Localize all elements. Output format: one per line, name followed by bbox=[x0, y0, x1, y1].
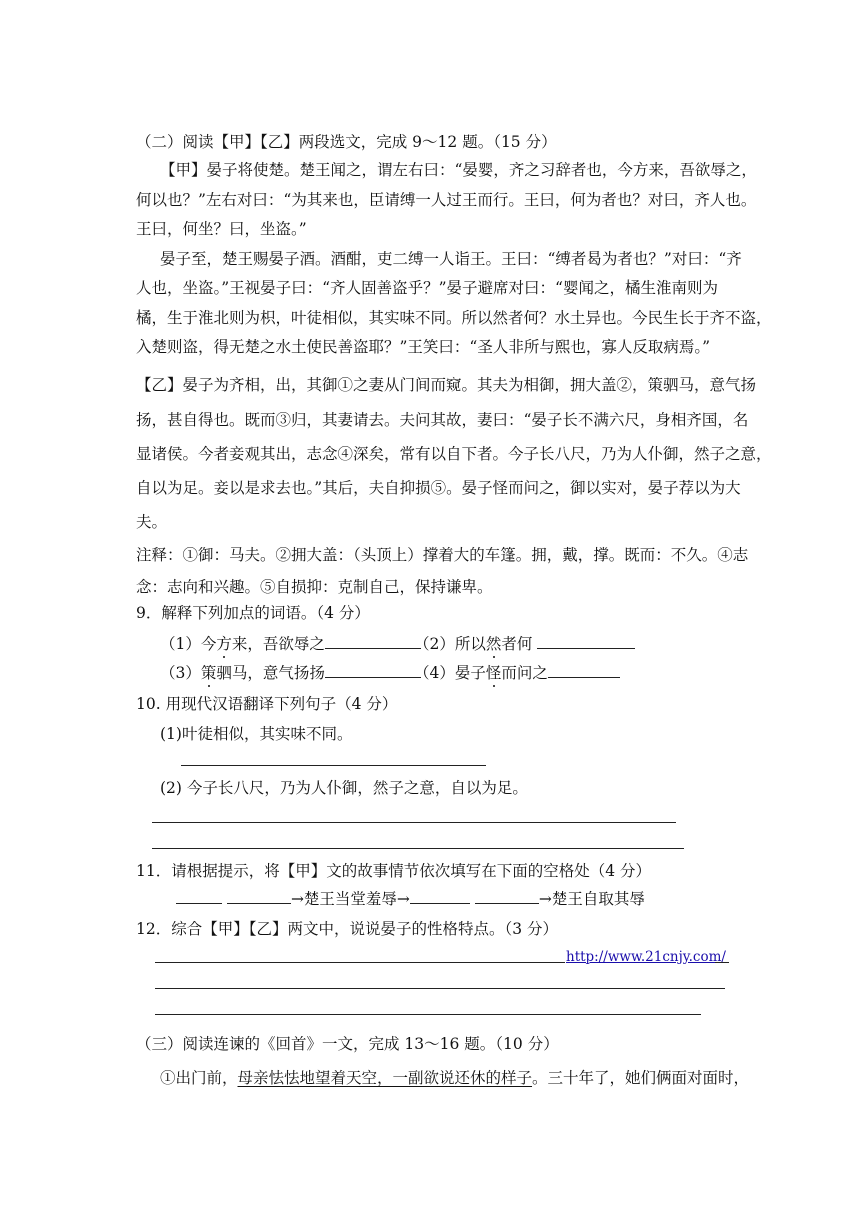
underlined-sentence: 母亲怯怯地望着天空，一副欲说还休的样子 bbox=[237, 1069, 533, 1087]
question-9-item-4: （4）晏子怪而问之 bbox=[414, 663, 620, 683]
answer-line[interactable] bbox=[152, 848, 684, 849]
plot-sequence: →楚王当堂羞辱→ →楚王自取其辱 bbox=[176, 889, 645, 909]
passage-yi-line: 扬，甚自得也。既而③归，其妻请去。夫问其故，妻曰：“晏子长不满六尺，身相齐国，名 bbox=[136, 411, 749, 429]
question-10-sentence-2: (2) 今子长八尺，乃为人仆御，然子之意，自以为足。 bbox=[160, 779, 528, 797]
question-10-sentence-1: (1)叶徒相似，其实味不同。 bbox=[160, 725, 353, 743]
question-12-stem: 12．综合【甲】【乙】两文中，说说晏子的性格特点。（3 分） bbox=[136, 920, 559, 938]
question-11-stem: 11．请根据提示，将【甲】文的故事情节依次填写在下面的空格处（4 分） bbox=[136, 862, 652, 880]
answer-blank[interactable] bbox=[325, 634, 421, 649]
passage-jia-line: 入楚则盗，得无楚之水土使民善盗耶？”王笑曰：“圣人非所与熙也，寡人反取病焉。” bbox=[136, 338, 711, 356]
answer-blank[interactable] bbox=[475, 889, 539, 904]
answer-blank[interactable] bbox=[548, 663, 620, 678]
passage-line: ①出门前，母亲怯怯地望着天空，一副欲说还休的样子。三十年了，她们俩面对面时， bbox=[160, 1069, 750, 1087]
passage-jia-line: 橘，生于淮北则为枳，叶徒相似，其实味不同。所以然者何？水土异也。今民生长于齐不盗， bbox=[136, 309, 772, 327]
section-heading: （三）阅读连谏的《回首》一文，完成 13～16 题。（10 分） bbox=[136, 1035, 559, 1053]
dotted-word: 然 bbox=[485, 635, 502, 653]
answer-line[interactable] bbox=[155, 1014, 701, 1015]
passage-yi-line: 自以为足。妾以是求去也。”其后，夫自抑损⑤。晏子怪而问之，御以实对，晏子荐以为大 bbox=[136, 479, 741, 497]
passage-jia-line: 王曰，何坐？曰，坐盗。” bbox=[136, 220, 307, 238]
annotation-line: 注释：①御：马夫。②拥大盖：（头顶上）撑着大的车篷。拥，戴，撑。既而：不久。④志 bbox=[136, 546, 749, 564]
passage-yi-line: 夫。 bbox=[136, 513, 168, 531]
answer-blank[interactable] bbox=[227, 889, 291, 904]
question-9-item-1: （1）今方来，吾欲辱之 bbox=[160, 634, 421, 654]
dotted-word: 方 bbox=[216, 635, 232, 653]
question-9-item-3: （3）策驷马，意气扬扬 bbox=[160, 663, 421, 683]
dotted-word: 策 bbox=[200, 664, 217, 682]
question-9-stem: 9．解释下列加点的词语。（4 分） bbox=[136, 604, 370, 622]
passage-jia-line: 【甲】晏子将使楚。楚王闻之，谓左右曰：“晏婴，齐之习辞者也，今方来，吾欲辱之， bbox=[160, 161, 757, 179]
passage-jia-line: 人也，坐盗。”王视晏子曰：“齐人固善盗乎？”晏子避席对曰：“婴闻之，橘生淮南则为 bbox=[136, 279, 718, 297]
answer-line[interactable] bbox=[155, 988, 725, 989]
question-10-stem: 10. 用现代汉语翻译下列句子（4 分） bbox=[136, 695, 398, 713]
passage-jia-line: 晏子至，楚王赐晏子酒。酒酣，吏二缚一人诣王。王曰：“缚者曷为者也？”对曰：“齐 bbox=[160, 250, 742, 268]
question-9-item-2: （2）所以然者何 bbox=[414, 634, 635, 654]
passage-jia-line: 何以也？”左右对曰：“为其来也，臣请缚一人过王而行。王曰，何为者也？对曰，齐人也。 bbox=[136, 191, 757, 209]
answer-blank[interactable] bbox=[537, 634, 635, 649]
answer-blank[interactable] bbox=[176, 889, 222, 904]
answer-line[interactable] bbox=[155, 962, 565, 963]
answer-blank[interactable] bbox=[410, 889, 470, 904]
passage-yi-line: 【乙】晏子为齐相，出，其御①之妻从门间而窥。其夫为相御，拥大盖②，策驷马，意气扬 bbox=[136, 376, 757, 394]
answer-line[interactable] bbox=[715, 962, 729, 963]
passage-yi-line: 显诸侯。今者妾观其出，志念④深矣，常有以自下者。今子长八尺，乃为人仆御，然子之意， bbox=[136, 445, 772, 463]
answer-line[interactable] bbox=[152, 822, 676, 823]
source-link[interactable]: http://www.21cnjy.com/ bbox=[566, 949, 726, 965]
dotted-word: 怪 bbox=[485, 664, 502, 682]
section-heading: （二）阅读【甲】【乙】两段选文，完成 9～12 题。（15 分） bbox=[136, 133, 557, 151]
annotation-line: 念：志向和兴趣。⑤自损抑：克制自己，保持谦卑。 bbox=[136, 578, 493, 596]
answer-line[interactable] bbox=[181, 765, 486, 766]
answer-blank[interactable] bbox=[325, 663, 421, 678]
